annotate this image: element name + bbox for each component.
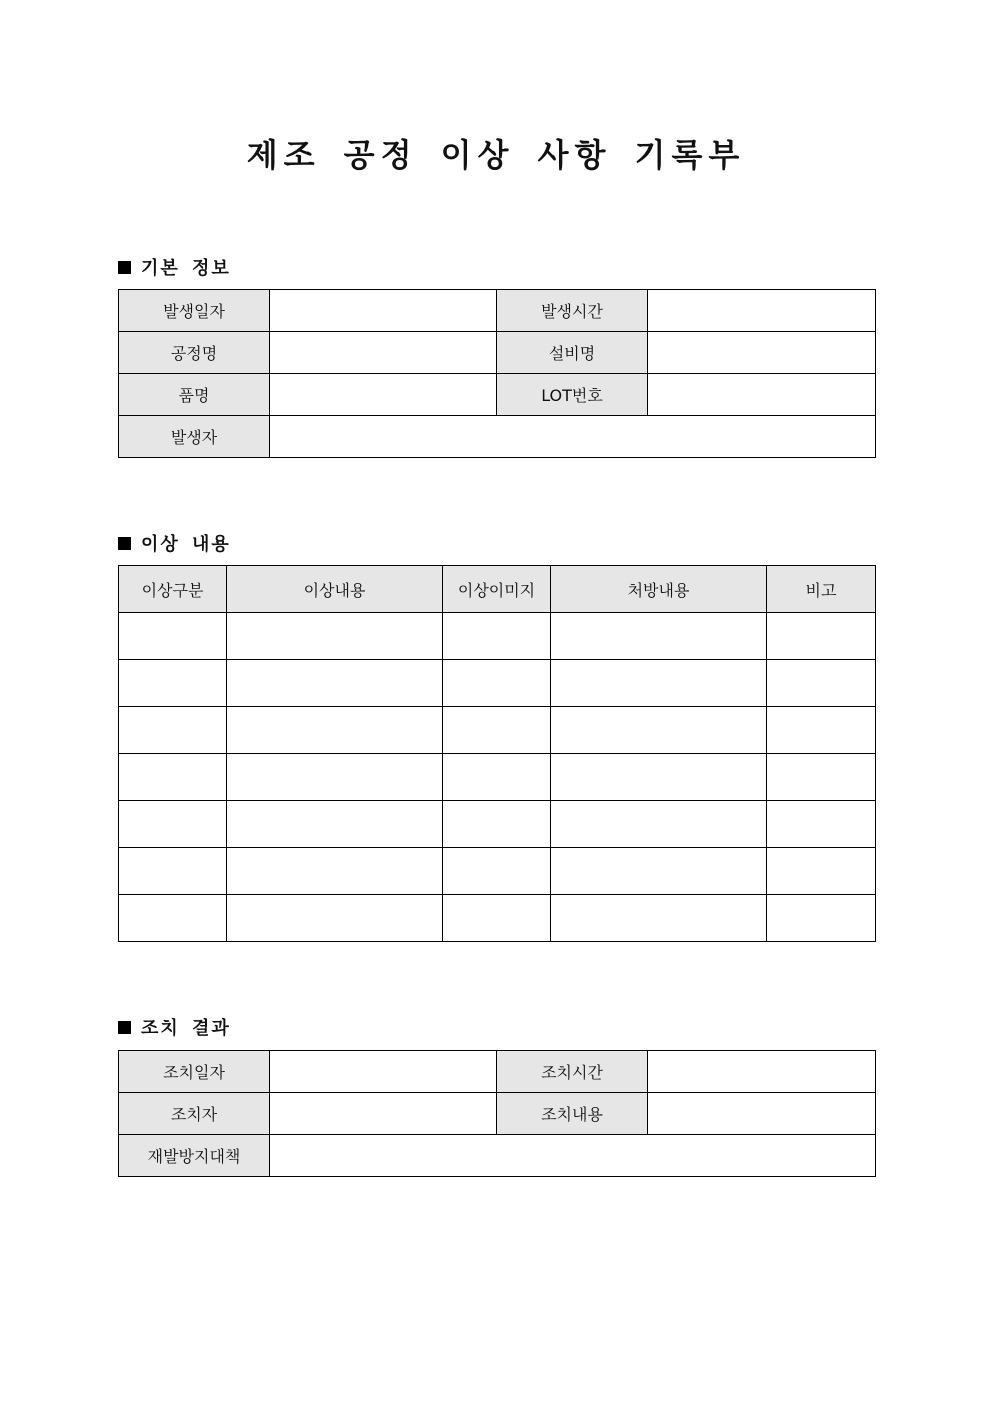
column-header-remarks: 비고 <box>767 566 876 613</box>
table-row <box>119 754 876 801</box>
page-title: 제조 공정 이상 사항 기록부 <box>246 136 746 174</box>
cell-type[interactable] <box>119 754 227 801</box>
label-product-name: 품명 <box>119 374 270 416</box>
table-row <box>119 1135 876 1177</box>
column-header-type: 이상구분 <box>119 566 227 613</box>
cell-image[interactable] <box>443 848 551 895</box>
section-heading-abnormal-label: 이상 내용 <box>141 534 231 555</box>
field-equipment-name[interactable] <box>648 332 876 374</box>
label-prevention: 재발방지대책 <box>119 1135 270 1177</box>
cell-remedy[interactable] <box>551 707 767 754</box>
cell-image[interactable] <box>443 754 551 801</box>
cell-content[interactable] <box>227 848 443 895</box>
field-occurrence-time[interactable] <box>648 290 876 332</box>
label-action-time: 조치시간 <box>497 1051 648 1093</box>
section-heading-action <box>118 1014 231 1040</box>
table-row <box>119 1093 876 1135</box>
section-heading-basic <box>118 254 231 280</box>
column-header-image: 이상이미지 <box>443 566 551 613</box>
cell-remarks[interactable] <box>767 660 876 707</box>
cell-content[interactable] <box>227 754 443 801</box>
cell-remarks[interactable] <box>767 754 876 801</box>
cell-type[interactable] <box>119 848 227 895</box>
cell-content[interactable] <box>227 707 443 754</box>
field-action-content[interactable] <box>648 1093 876 1135</box>
cell-type[interactable] <box>119 801 227 848</box>
cell-content[interactable] <box>227 613 443 660</box>
section-heading-abnormal <box>118 530 231 556</box>
cell-remarks[interactable] <box>767 801 876 848</box>
cell-image[interactable] <box>443 660 551 707</box>
label-equipment-name: 설비명 <box>497 332 648 374</box>
section-heading-action-label: 조치 결과 <box>141 1018 231 1039</box>
cell-remarks[interactable] <box>767 613 876 660</box>
field-action-date[interactable] <box>270 1051 497 1093</box>
basic-info-table <box>118 289 876 458</box>
table-row <box>119 660 876 707</box>
table-row <box>119 895 876 942</box>
abnormal-content-table <box>118 565 876 942</box>
table-header-row <box>119 566 876 613</box>
cell-remarks[interactable] <box>767 895 876 942</box>
column-header-remedy: 처방내용 <box>551 566 767 613</box>
table-row <box>119 332 876 374</box>
table-row <box>119 290 876 332</box>
field-product-name[interactable] <box>270 374 497 416</box>
cell-image[interactable] <box>443 895 551 942</box>
black-square-icon <box>118 537 131 550</box>
column-header-content: 이상내용 <box>227 566 443 613</box>
cell-image[interactable] <box>443 613 551 660</box>
label-lot-number: LOT번호 <box>497 374 648 416</box>
action-result-table <box>118 1050 876 1177</box>
cell-content[interactable] <box>227 801 443 848</box>
cell-remarks[interactable] <box>767 707 876 754</box>
black-square-icon <box>118 261 131 274</box>
cell-type[interactable] <box>119 707 227 754</box>
field-action-time[interactable] <box>648 1051 876 1093</box>
cell-content[interactable] <box>227 895 443 942</box>
cell-image[interactable] <box>443 801 551 848</box>
abnormal-table-body <box>119 613 876 942</box>
cell-type[interactable] <box>119 613 227 660</box>
cell-type[interactable] <box>119 895 227 942</box>
table-row <box>119 801 876 848</box>
table-row <box>119 613 876 660</box>
label-process-name: 공정명 <box>119 332 270 374</box>
label-action-content: 조치내용 <box>497 1093 648 1135</box>
cell-remedy[interactable] <box>551 613 767 660</box>
label-action-date: 조치일자 <box>119 1051 270 1093</box>
field-process-name[interactable] <box>270 332 497 374</box>
table-row <box>119 374 876 416</box>
label-occurrence-date: 발생일자 <box>119 290 270 332</box>
label-action-person: 조치자 <box>119 1093 270 1135</box>
field-reporter[interactable] <box>270 416 876 458</box>
cell-type[interactable] <box>119 660 227 707</box>
cell-content[interactable] <box>227 660 443 707</box>
black-square-icon <box>118 1021 131 1034</box>
field-prevention[interactable] <box>270 1135 876 1177</box>
label-occurrence-time: 발생시간 <box>497 290 648 332</box>
label-reporter: 발생자 <box>119 416 270 458</box>
cell-remedy[interactable] <box>551 801 767 848</box>
table-row <box>119 707 876 754</box>
field-occurrence-date[interactable] <box>270 290 497 332</box>
section-heading-basic-label: 기본 정보 <box>141 258 231 279</box>
table-row <box>119 848 876 895</box>
cell-remedy[interactable] <box>551 895 767 942</box>
table-row <box>119 416 876 458</box>
cell-image[interactable] <box>443 707 551 754</box>
field-lot-number[interactable] <box>648 374 876 416</box>
cell-remarks[interactable] <box>767 848 876 895</box>
cell-remedy[interactable] <box>551 660 767 707</box>
field-action-person[interactable] <box>270 1093 497 1135</box>
cell-remedy[interactable] <box>551 754 767 801</box>
table-row <box>119 1051 876 1093</box>
cell-remedy[interactable] <box>551 848 767 895</box>
